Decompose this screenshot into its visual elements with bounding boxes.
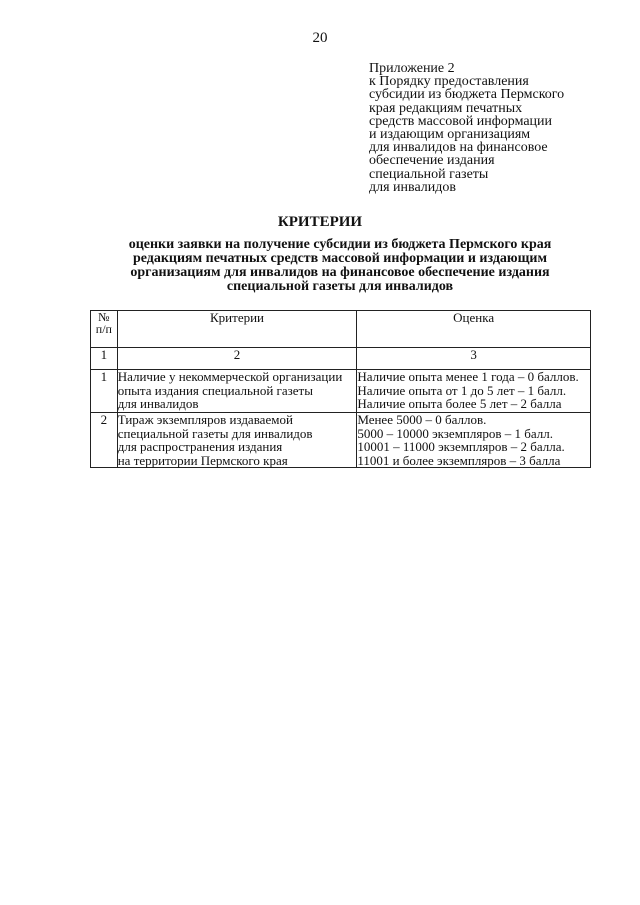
cell-line: Наличие опыта более 5 лет – 2 балла — [357, 396, 562, 411]
table-row — [91, 370, 591, 413]
header-number-sign: № — [98, 310, 110, 324]
appendix-line: субсидии из бюджета Пермского — [369, 87, 565, 103]
appendix-note — [369, 62, 619, 194]
subtitle-line: специальной газеты для инвалидов — [226, 279, 454, 294]
index-cell: 2 — [117, 348, 357, 370]
cell-line: 10001 – 11000 экземпляров – 2 балла. — [357, 439, 565, 454]
index-cell: 1 — [91, 348, 118, 370]
cell-line: Наличие опыта менее 1 года – 0 баллов. — [357, 369, 579, 384]
appendix-line: края редакциям печатных — [369, 100, 523, 116]
score-cell — [357, 413, 591, 468]
table-header-row — [91, 311, 591, 348]
header-number-abbr: п/п — [95, 322, 112, 336]
row-number: 1 — [91, 370, 118, 413]
document-subtitle — [40, 238, 640, 294]
cell-line: опыта издания специальной газеты — [117, 382, 313, 398]
cell-line: на территории Пермского края — [117, 452, 288, 468]
cell-line: для инвалидов — [117, 396, 199, 411]
cell-line: Наличие опыта от 1 до 5 лет – 1 балл. — [357, 382, 567, 398]
cell-line: для распространения издания — [117, 439, 283, 454]
index-cell: 3 — [357, 348, 591, 370]
table-index-row — [91, 348, 591, 370]
header-number — [91, 311, 118, 348]
appendix-line: для инвалидов — [369, 179, 457, 195]
header-criteria: Критерии — [117, 311, 357, 348]
appendix-line: для инвалидов на финансовое — [369, 140, 548, 156]
subtitle-line: редакциям печатных средств массовой информации и издающим — [132, 251, 548, 266]
appendix-line: средств массовой информации — [369, 113, 553, 129]
appendix-line: и издающим организациям — [369, 127, 531, 143]
table-row — [91, 413, 591, 468]
cell-line: Наличие у некоммерческой организации — [117, 369, 343, 384]
criteria-cell — [117, 370, 357, 413]
cell-line: специальной газеты для инвалидов — [117, 425, 313, 441]
criteria-table — [90, 310, 591, 468]
appendix-line: Приложение 2 — [369, 61, 455, 76]
subtitle-line: организациям для инвалидов на финансовое обеспечение издания — [130, 265, 550, 280]
cell-line: 5000 – 10000 экземпляров – 1 балл. — [357, 425, 553, 441]
cell-line: Тираж экземпляров издаваемой — [117, 412, 293, 427]
score-cell — [357, 370, 591, 413]
criteria-cell — [117, 413, 357, 468]
document-title: КРИТЕРИИ — [277, 214, 363, 230]
row-number: 2 — [91, 413, 118, 468]
header-score: Оценка — [357, 311, 591, 348]
appendix-line: специальной газеты — [369, 166, 489, 182]
cell-line: Менее 5000 – 0 баллов. — [357, 412, 487, 427]
subtitle-line: оценки заявки на получение субсидии из бюджета Пермского края — [128, 237, 552, 252]
appendix-line: обеспечение издания — [369, 153, 495, 169]
cell-line: 11001 и более экземпляров – 3 балла — [357, 452, 561, 468]
page-number: 20 — [312, 30, 328, 46]
appendix-line: к Порядку предоставления — [369, 74, 529, 90]
